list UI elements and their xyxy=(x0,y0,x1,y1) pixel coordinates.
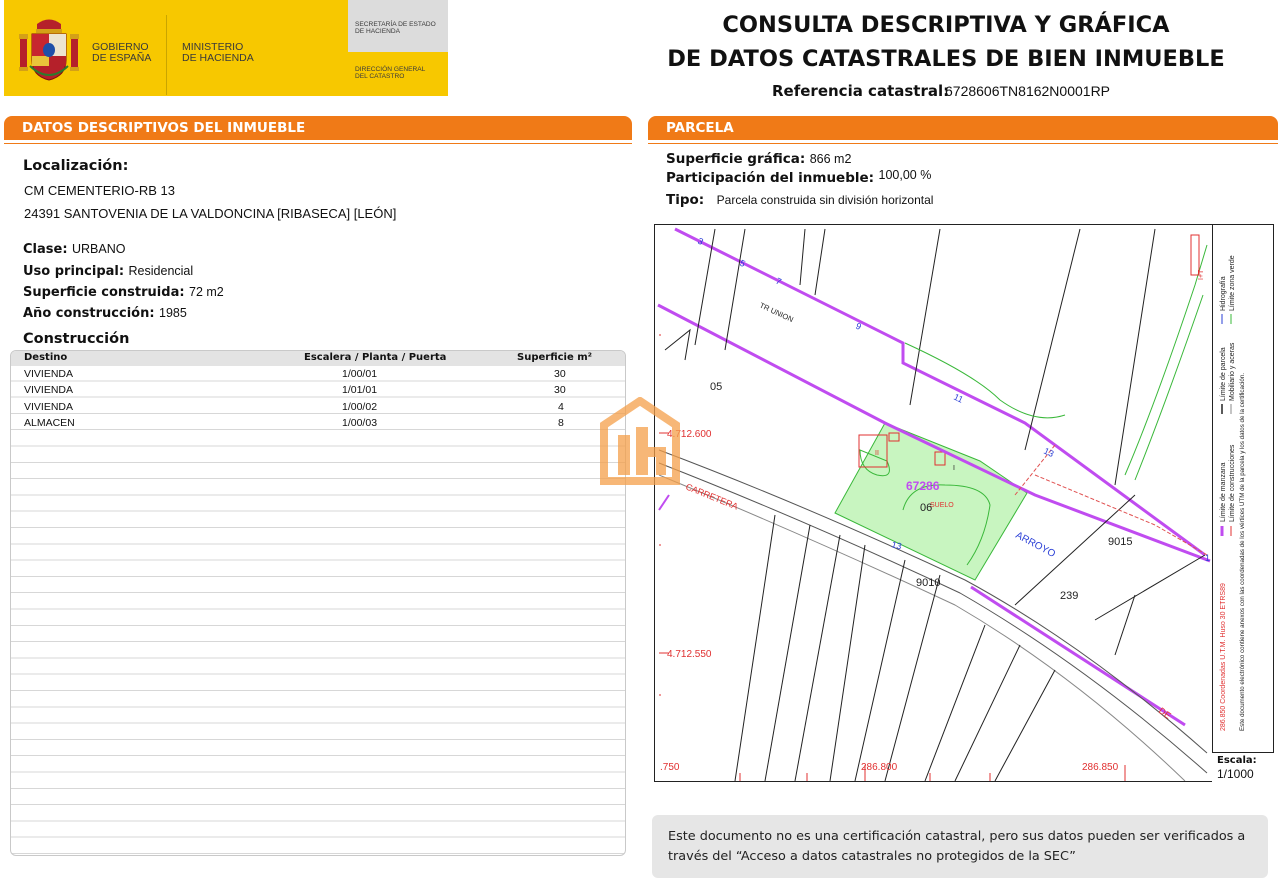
anio-row xyxy=(23,304,187,322)
direccion-line2: DEL CATASTRO xyxy=(355,72,405,80)
table-header xyxy=(11,351,626,366)
cadastral-map xyxy=(655,225,1212,781)
superficie-construida-label: Superficie construida: xyxy=(23,285,185,300)
map-label-tr-union: TR UNION xyxy=(758,300,795,325)
clase-row xyxy=(23,240,125,258)
address-line1: CM CEMENTERIO-RB 13 xyxy=(24,183,175,198)
parcela-header xyxy=(648,116,1278,140)
tipo-row xyxy=(666,191,933,209)
col-destino: Destino xyxy=(24,352,68,363)
title-line1: CONSULTA DESCRIPTIVA Y GRÁFICA xyxy=(722,12,1170,38)
legend-limite-zona-verde: Límite zona verde xyxy=(1229,255,1236,311)
map-label-13b: 13 xyxy=(890,539,903,552)
cell-destino: VIVIENDA xyxy=(24,368,74,380)
block-boundary xyxy=(971,587,1185,725)
map-label-67286: 67286 xyxy=(906,479,940,493)
map-label-05: 05 xyxy=(710,381,723,393)
disclaimer-text: Este documento no es una certificación catastral, pero sus datos pueden ser verificados a través del “Acceso a datos catastrales no protegidos de la SEC” xyxy=(668,829,1246,864)
participacion-row xyxy=(666,169,931,187)
scale-value: 1/1000 xyxy=(1217,767,1254,781)
tipo-label: Tipo: xyxy=(666,192,705,208)
referencia-label: Referencia catastral: xyxy=(772,82,950,100)
cell-superficie: 4 xyxy=(558,401,564,413)
spain-coat-of-arms-icon xyxy=(18,16,80,84)
participacion-label: Participación del inmueble: xyxy=(666,170,875,186)
tipo-value: Parcela construida sin división horizontal xyxy=(716,193,934,207)
direccion-line1: DIRECCIÓN GENERAL xyxy=(355,66,426,73)
cell-escalera: 1/01/01 xyxy=(342,384,378,396)
legend-mobiliario: Mobiliario y aceras xyxy=(1229,342,1236,401)
map-label-13a: 13 xyxy=(1042,445,1056,460)
uso-label: Uso principal: xyxy=(23,264,125,279)
map-label-06: 06 xyxy=(920,502,933,514)
map-corner-mark: I+T xyxy=(1198,269,1205,280)
map-label-239: 239 xyxy=(1060,590,1079,602)
map-coord-x3: 286.850 xyxy=(1082,762,1119,773)
superficie-grafica-value: 866 m2 xyxy=(809,152,852,166)
participacion-value: 100,00 % xyxy=(878,168,932,182)
superficie-construida-row xyxy=(23,283,224,301)
map-label-9015: 9015 xyxy=(1108,536,1133,548)
legend-limite-manzana: Límite de manzana xyxy=(1220,462,1227,522)
uso-value: Residencial xyxy=(128,264,194,278)
banner-divider xyxy=(166,15,167,95)
datos-descriptivos-title-b: INMUEBLE xyxy=(227,120,306,136)
superficie-grafica-row xyxy=(666,150,851,168)
clase-value: URBANO xyxy=(71,242,126,256)
block-boundary xyxy=(659,495,669,510)
ministerio-text xyxy=(182,42,254,64)
datos-descriptivos-header xyxy=(4,116,632,140)
secretaria-line2: DE HACIENDA xyxy=(355,27,401,35)
legend-hidrografia: Hidrografía xyxy=(1220,276,1227,311)
legend-limite-construcciones: Límite de construcciones xyxy=(1229,444,1236,522)
map-coord-y1: 4.712.600 xyxy=(667,429,712,440)
col-superficie: Superficie m² xyxy=(517,352,593,363)
anio-label: Año construcción: xyxy=(23,306,155,321)
map-label-building-ii: II xyxy=(875,450,879,457)
cell-superficie: 30 xyxy=(554,368,566,380)
gobierno-line2: DE ESPAÑA xyxy=(92,52,152,65)
scale-label: Escala: xyxy=(1217,755,1257,766)
title-line2: DE DATOS CATASTRALES DE BIEN INMUEBLE xyxy=(667,46,1225,72)
document-title xyxy=(650,8,1242,76)
map-label-1: 1 xyxy=(1205,553,1211,563)
ministerio-line1: MINISTERIO xyxy=(182,41,244,53)
cell-escalera: 1/00/01 xyxy=(342,368,378,380)
scale-box xyxy=(1212,752,1274,783)
map-label-carretera: CARRETERA xyxy=(684,481,740,512)
cell-destino: VIVIENDA xyxy=(24,401,74,413)
construccion-table xyxy=(10,350,626,856)
referencia-value: 6728606TN8162N0001RP xyxy=(945,83,1111,99)
cell-superficie: 30 xyxy=(554,384,566,396)
construccion-title: Construcción xyxy=(23,331,130,347)
map-label-de: DE xyxy=(1156,705,1173,721)
map-label-9010: 9010 xyxy=(916,577,941,589)
map-legend-content xyxy=(1213,226,1273,750)
map-label-arroyo: ARROYO xyxy=(1013,529,1058,560)
map-label-building-i: I xyxy=(953,465,955,472)
address-line2: 24391 SANTOVENIA DE LA VALDONCINA [RIBASECA] [LEÓN] xyxy=(24,206,397,221)
gobierno-espana-text xyxy=(92,42,151,64)
right-section-underline xyxy=(648,143,1278,144)
legend-coordenadas: 286.850 Coordenadas U.T.M. Huso 30 ETRS89 xyxy=(1220,583,1227,731)
map-label-5: 5 xyxy=(738,257,747,269)
table-row xyxy=(11,368,626,384)
map-label-suelo: SUELO xyxy=(930,502,954,509)
superficie-grafica-label: Superficie gráfica: xyxy=(666,151,806,167)
legend-limite-parcela: Límite de parcela xyxy=(1220,347,1227,401)
direccion-general-text xyxy=(355,67,447,81)
clase-label: Clase: xyxy=(23,242,68,257)
map-coord-x1: .750 xyxy=(660,762,680,773)
table-row xyxy=(11,401,626,417)
watermark-logo-icon xyxy=(598,397,682,485)
cell-escalera: 1/00/02 xyxy=(342,401,378,413)
secretaria-text xyxy=(355,22,447,36)
anio-value: 1985 xyxy=(159,306,187,320)
datos-descriptivos-title-a: DATOS DESCRIPTIVOS DEL xyxy=(22,120,228,136)
legend-electronic-note: Este documento electrónico contiene anexos con las coordenadas de los vértices UTM de la parcela y los datos de la certificación. xyxy=(1239,372,1246,731)
map-label-3: 3 xyxy=(696,235,705,247)
uso-row xyxy=(23,262,193,280)
cell-escalera: 1/00/03 xyxy=(342,417,378,429)
superficie-construida-value: 72 m2 xyxy=(189,285,224,299)
map-label-9: 9 xyxy=(854,320,863,332)
left-section-underline xyxy=(4,143,632,144)
map-coord-x2: 286.800 xyxy=(861,762,898,773)
ministerio-line2: DE HACIENDA xyxy=(182,52,254,65)
map-label-7: 7 xyxy=(774,275,783,287)
table-row xyxy=(11,417,626,433)
cell-destino: ALMACEN xyxy=(24,417,75,429)
map-label-11: 11 xyxy=(952,391,965,405)
map-coord-y2: 4.712.550 xyxy=(667,649,712,660)
localizacion-label: Localización: xyxy=(23,158,129,174)
parcela-title: PARCELA xyxy=(666,120,734,136)
col-escalera: Escalera / Planta / Puerta xyxy=(304,352,447,363)
cell-superficie: 8 xyxy=(558,417,564,429)
cell-destino: VIVIENDA xyxy=(24,384,74,396)
secretaria-line1: SECRETARÍA DE ESTADO xyxy=(355,21,436,28)
gobierno-line1: GOBIERNO xyxy=(92,41,149,53)
table-row xyxy=(11,384,626,400)
